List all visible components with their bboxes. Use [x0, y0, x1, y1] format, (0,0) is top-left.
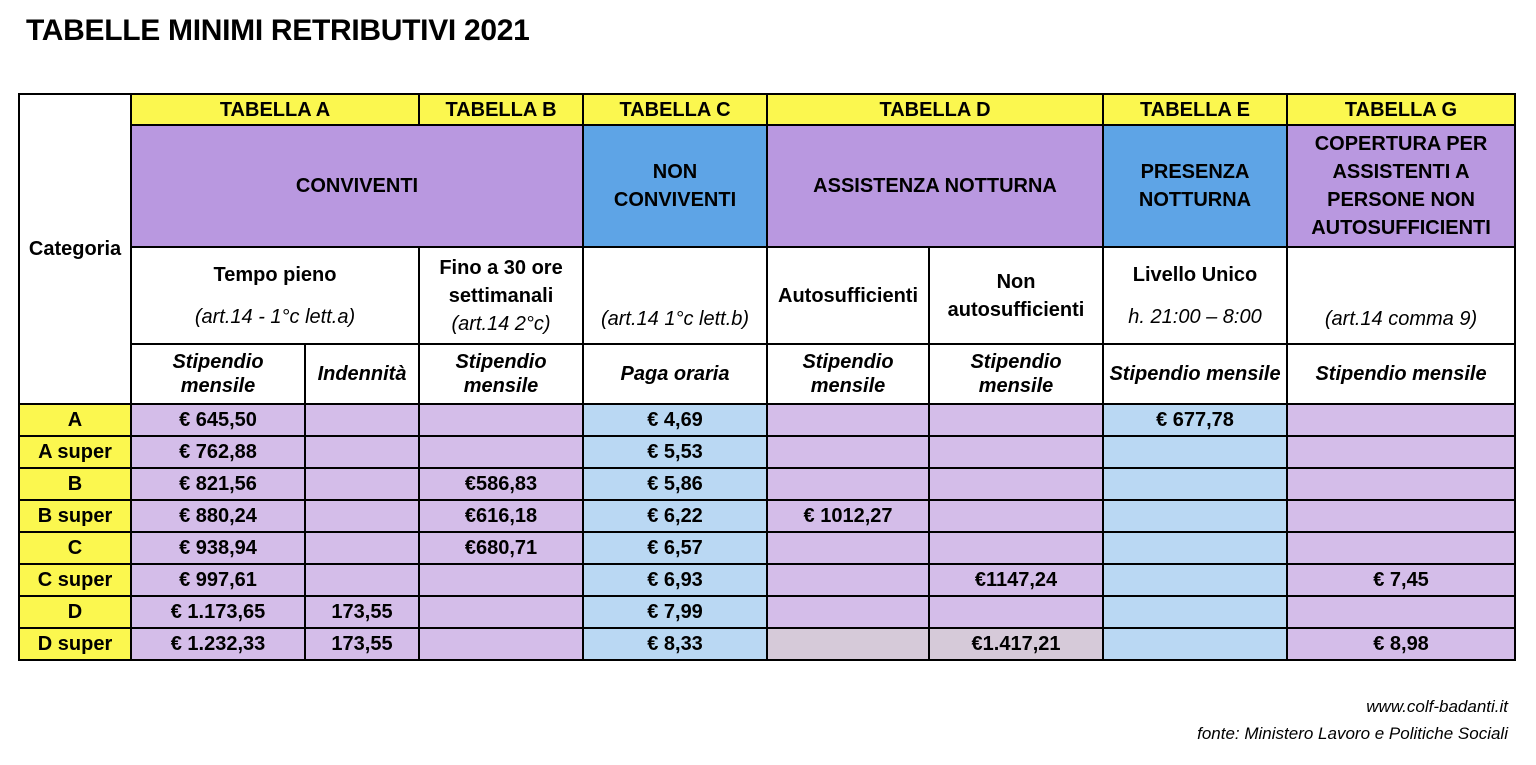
- column-header: Indennità: [305, 344, 419, 404]
- table-cell: [419, 628, 583, 660]
- column-header: Stipendio mensile: [1287, 344, 1515, 404]
- table-cell: [305, 564, 419, 596]
- category-label: D: [19, 596, 131, 628]
- table-cell: € 997,61: [131, 564, 305, 596]
- table-cell: € 1012,27: [767, 500, 929, 532]
- subhead-autosufficienti: Autosufficienti: [767, 247, 929, 344]
- subhead-b-title: Fino a 30 ore settimanali: [439, 256, 563, 307]
- page-title: TABELLE MINIMI RETRIBUTIVI 2021: [26, 14, 530, 47]
- column-header: Stipendio mensile: [767, 344, 929, 404]
- salary-table: [18, 93, 1516, 661]
- group-non-conviventi: NON CONVIVENTI: [583, 125, 767, 247]
- table-cell: € 5,86: [583, 468, 767, 500]
- table-cell: € 821,56: [131, 468, 305, 500]
- table-cell: [419, 436, 583, 468]
- table-cell: € 938,94: [131, 532, 305, 564]
- table-cell: [1287, 532, 1515, 564]
- table-g-header: TABELLA G: [1287, 94, 1515, 125]
- table-cell: €586,83: [419, 468, 583, 500]
- table-cell: [929, 500, 1103, 532]
- table-cell: € 677,78: [1103, 404, 1287, 436]
- table-cell: [1103, 596, 1287, 628]
- table-row: [19, 564, 1515, 596]
- table-cell: [1103, 436, 1287, 468]
- category-label: B: [19, 468, 131, 500]
- table-e-header: TABELLA E: [1103, 94, 1287, 125]
- subhead-e-title: Livello Unico: [1132, 263, 1258, 286]
- table-cell: € 8,98: [1287, 628, 1515, 660]
- table-b-header: TABELLA B: [419, 94, 583, 125]
- category-label: C super: [19, 564, 131, 596]
- table-cell: [767, 468, 929, 500]
- table-row: [19, 500, 1515, 532]
- subhead-non-autosufficienti: Non autosufficienti: [929, 247, 1103, 344]
- table-cell: € 5,53: [583, 436, 767, 468]
- table-cell: 173,55: [305, 628, 419, 660]
- table-cell: [1287, 468, 1515, 500]
- table-cell: [1103, 532, 1287, 564]
- table-cell: € 6,22: [583, 500, 767, 532]
- table-cell: [767, 596, 929, 628]
- table-cell: [1103, 468, 1287, 500]
- group-presenza-notturna: PRESENZA NOTTURNA: [1103, 125, 1287, 247]
- category-label: D super: [19, 628, 131, 660]
- table-cell: [1103, 564, 1287, 596]
- table-cell: [1287, 500, 1515, 532]
- table-row: [19, 404, 1515, 436]
- table-cell: [929, 532, 1103, 564]
- table-cell: [767, 404, 929, 436]
- table-cell: [419, 404, 583, 436]
- table-cell: € 7,45: [1287, 564, 1515, 596]
- table-row: [19, 436, 1515, 468]
- table-c-header: TABELLA C: [583, 94, 767, 125]
- table-cell: [1103, 500, 1287, 532]
- table-cell: [767, 532, 929, 564]
- table-cell: € 880,24: [131, 500, 305, 532]
- table-row: [19, 468, 1515, 500]
- column-header: Stipendio mensile: [1103, 344, 1287, 404]
- table-cell: € 4,69: [583, 404, 767, 436]
- group-copertura: COPERTURA PER ASSISTENTI A PERSONE NON AUTOSUFFICIENTI: [1287, 125, 1515, 247]
- table-cell: [1287, 404, 1515, 436]
- table-row: [19, 596, 1515, 628]
- table-row: [19, 628, 1515, 660]
- table-cell: [305, 500, 419, 532]
- table-cell: 173,55: [305, 596, 419, 628]
- table-d-header: TABELLA D: [767, 94, 1103, 125]
- footer-source: fonte: Ministero Lavoro e Politiche Sociali: [1197, 724, 1508, 743]
- table-cell: [1287, 436, 1515, 468]
- column-header: Paga oraria: [583, 344, 767, 404]
- table-cell: [929, 436, 1103, 468]
- table-cell: € 6,93: [583, 564, 767, 596]
- table-row: [19, 532, 1515, 564]
- footer-site: www.colf-badanti.it: [1366, 697, 1508, 716]
- table-cell: [419, 564, 583, 596]
- table-cell: [305, 468, 419, 500]
- subhead-fino-30-ore: [419, 247, 583, 344]
- table-cell: [929, 468, 1103, 500]
- table-cell: € 645,50: [131, 404, 305, 436]
- table-cell: [305, 532, 419, 564]
- table-cell: [419, 596, 583, 628]
- group-assistenza-notturna: ASSISTENZA NOTTURNA: [767, 125, 1103, 247]
- table-cell: € 1.232,33: [131, 628, 305, 660]
- table-cell: [767, 628, 929, 660]
- table-cell: [305, 404, 419, 436]
- subhead-b-note: (art.14 2°c): [451, 312, 551, 335]
- table-cell: [929, 404, 1103, 436]
- subhead-a-title: Tempo pieno: [213, 263, 337, 286]
- category-label: A super: [19, 436, 131, 468]
- table-cell: €1.417,21: [929, 628, 1103, 660]
- category-label: B super: [19, 500, 131, 532]
- table-cell: € 1.173,65: [131, 596, 305, 628]
- subhead-tempo-pieno: [131, 247, 419, 344]
- table-cell: [305, 436, 419, 468]
- column-header: Stipendio mensile: [419, 344, 583, 404]
- category-label: C: [19, 532, 131, 564]
- column-header: Stipendio mensile: [131, 344, 305, 404]
- table-cell: € 7,99: [583, 596, 767, 628]
- table-cell: € 6,57: [583, 532, 767, 564]
- column-header: Stipendio mensile: [929, 344, 1103, 404]
- table-cell: [929, 596, 1103, 628]
- table-cell: [1287, 596, 1515, 628]
- table-cell: [767, 564, 929, 596]
- category-label: A: [19, 404, 131, 436]
- table-a-header: TABELLA A: [131, 94, 419, 125]
- table-cell: €616,18: [419, 500, 583, 532]
- table-cell: € 762,88: [131, 436, 305, 468]
- subhead-e-note: h. 21:00 – 8:00: [1128, 305, 1262, 328]
- table-cell: [767, 436, 929, 468]
- group-conviventi: CONVIVENTI: [131, 125, 583, 247]
- table-cell: €1147,24: [929, 564, 1103, 596]
- category-header: Categoria: [19, 94, 131, 404]
- subhead-a-note: (art.14 - 1°c lett.a): [194, 305, 356, 328]
- table-cell: €680,71: [419, 532, 583, 564]
- table-cell: [1103, 628, 1287, 660]
- table-cell: € 8,33: [583, 628, 767, 660]
- subhead-g-note: (art.14 comma 9): [1287, 247, 1515, 344]
- subhead-c-note: (art.14 1°c lett.b): [583, 247, 767, 344]
- subhead-livello-unico: [1103, 247, 1287, 344]
